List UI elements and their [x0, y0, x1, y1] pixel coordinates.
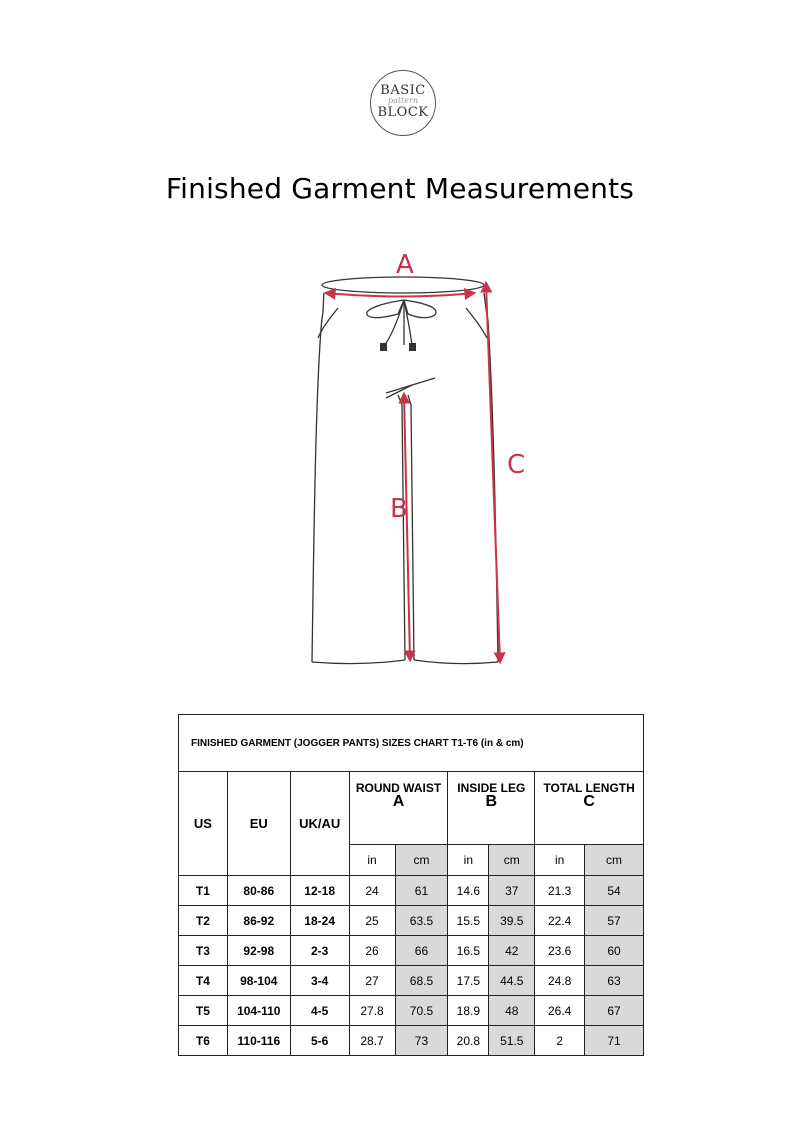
cell-waist-in: 25 [349, 906, 395, 936]
cell-us: T5 [179, 996, 228, 1026]
cell-ukau: 4-5 [290, 996, 349, 1026]
cell-ukau: 18-24 [290, 906, 349, 936]
label-c: C [507, 450, 526, 480]
logo-line-1: BASIC [380, 83, 426, 98]
cell-eu: 86-92 [227, 906, 290, 936]
cell-leg-in: 14.6 [448, 876, 489, 906]
group-name: ROUND WAIST [355, 781, 442, 795]
cell-length-cm: 60 [585, 936, 644, 966]
cell-length-in: 26.4 [535, 996, 585, 1026]
cell-eu: 80-86 [227, 876, 290, 906]
cell-waist-in: 26 [349, 936, 395, 966]
cell-us: T4 [179, 966, 228, 996]
col-header-ukau: UK/AU [290, 772, 349, 876]
cell-waist-in: 28.7 [349, 1026, 395, 1056]
group-header-inside-leg [448, 772, 535, 845]
group-name: INSIDE LEG [457, 781, 526, 795]
drawstring-end-left [380, 343, 387, 351]
table-row [179, 966, 644, 996]
table-caption: FINISHED GARMENT (JOGGER PANTS) SIZES CHART T1-T6 (in & cm) [179, 715, 644, 772]
cell-ukau: 5-6 [290, 1026, 349, 1056]
cell-waist-cm: 61 [395, 876, 448, 906]
cell-length-in: 21.3 [535, 876, 585, 906]
cell-leg-in: 17.5 [448, 966, 489, 996]
cell-ukau: 12-18 [290, 876, 349, 906]
cell-length-in: 2 [535, 1026, 585, 1056]
unit-in: in [349, 845, 395, 876]
cell-us: T3 [179, 936, 228, 966]
cell-eu: 110-116 [227, 1026, 290, 1056]
cell-leg-cm: 39.5 [489, 906, 535, 936]
cell-leg-in: 20.8 [448, 1026, 489, 1056]
cell-length-cm: 71 [585, 1026, 644, 1056]
cell-leg-cm: 44.5 [489, 966, 535, 996]
cell-leg-in: 16.5 [448, 936, 489, 966]
table-row [179, 996, 644, 1026]
cell-us: T1 [179, 876, 228, 906]
group-letter: B [485, 793, 498, 810]
cell-leg-in: 15.5 [448, 906, 489, 936]
cell-ukau: 2-3 [290, 936, 349, 966]
cell-waist-cm: 68.5 [395, 966, 448, 996]
table-row [179, 876, 644, 906]
col-header-eu: EU [227, 772, 290, 876]
cell-eu: 92-98 [227, 936, 290, 966]
cell-waist-cm: 70.5 [395, 996, 448, 1026]
unit-cm: cm [489, 845, 535, 876]
cell-leg-cm: 48 [489, 996, 535, 1026]
cell-ukau: 3-4 [290, 966, 349, 996]
cell-length-cm: 54 [585, 876, 644, 906]
label-a: A [396, 250, 414, 280]
col-header-us: US [179, 772, 228, 876]
cell-eu: 98-104 [227, 966, 290, 996]
group-name: TOTAL LENGTH [543, 781, 635, 795]
brand-logo [370, 70, 436, 136]
label-b: B [390, 494, 408, 524]
cell-waist-in: 27 [349, 966, 395, 996]
unit-cm: cm [395, 845, 448, 876]
cell-leg-cm: 42 [489, 936, 535, 966]
arrow-c [486, 283, 500, 662]
cell-length-cm: 67 [585, 996, 644, 1026]
cell-waist-in: 24 [349, 876, 395, 906]
cell-us: T2 [179, 906, 228, 936]
unit-in: in [448, 845, 489, 876]
logo-line-2: pattern [387, 96, 419, 105]
cell-leg-cm: 51.5 [489, 1026, 535, 1056]
cell-length-in: 22.4 [535, 906, 585, 936]
cell-waist-in: 27.8 [349, 996, 395, 1026]
cell-length-in: 24.8 [535, 966, 585, 996]
size-chart-table [178, 714, 644, 1056]
cell-leg-cm: 37 [489, 876, 535, 906]
cell-length-in: 23.6 [535, 936, 585, 966]
cell-leg-in: 18.9 [448, 996, 489, 1026]
group-header-total-length [535, 772, 644, 845]
logo-line-3: BLOCK [377, 105, 429, 120]
table-row [179, 936, 644, 966]
cell-waist-cm: 73 [395, 1026, 448, 1056]
cell-waist-cm: 66 [395, 936, 448, 966]
group-letter: C [583, 793, 595, 810]
cell-waist-cm: 63.5 [395, 906, 448, 936]
unit-cm: cm [585, 845, 644, 876]
cell-length-cm: 63 [585, 966, 644, 996]
pants-diagram [300, 240, 530, 680]
group-letter: A [392, 793, 405, 810]
drawstring-end-right [409, 343, 416, 351]
group-header-round-waist [349, 772, 448, 845]
page-title: Finished Garment Measurements [165, 172, 635, 205]
table-row [179, 906, 644, 936]
unit-in: in [535, 845, 585, 876]
table-row [179, 1026, 644, 1056]
cell-eu: 104-110 [227, 996, 290, 1026]
cell-us: T6 [179, 1026, 228, 1056]
cell-length-cm: 57 [585, 906, 644, 936]
